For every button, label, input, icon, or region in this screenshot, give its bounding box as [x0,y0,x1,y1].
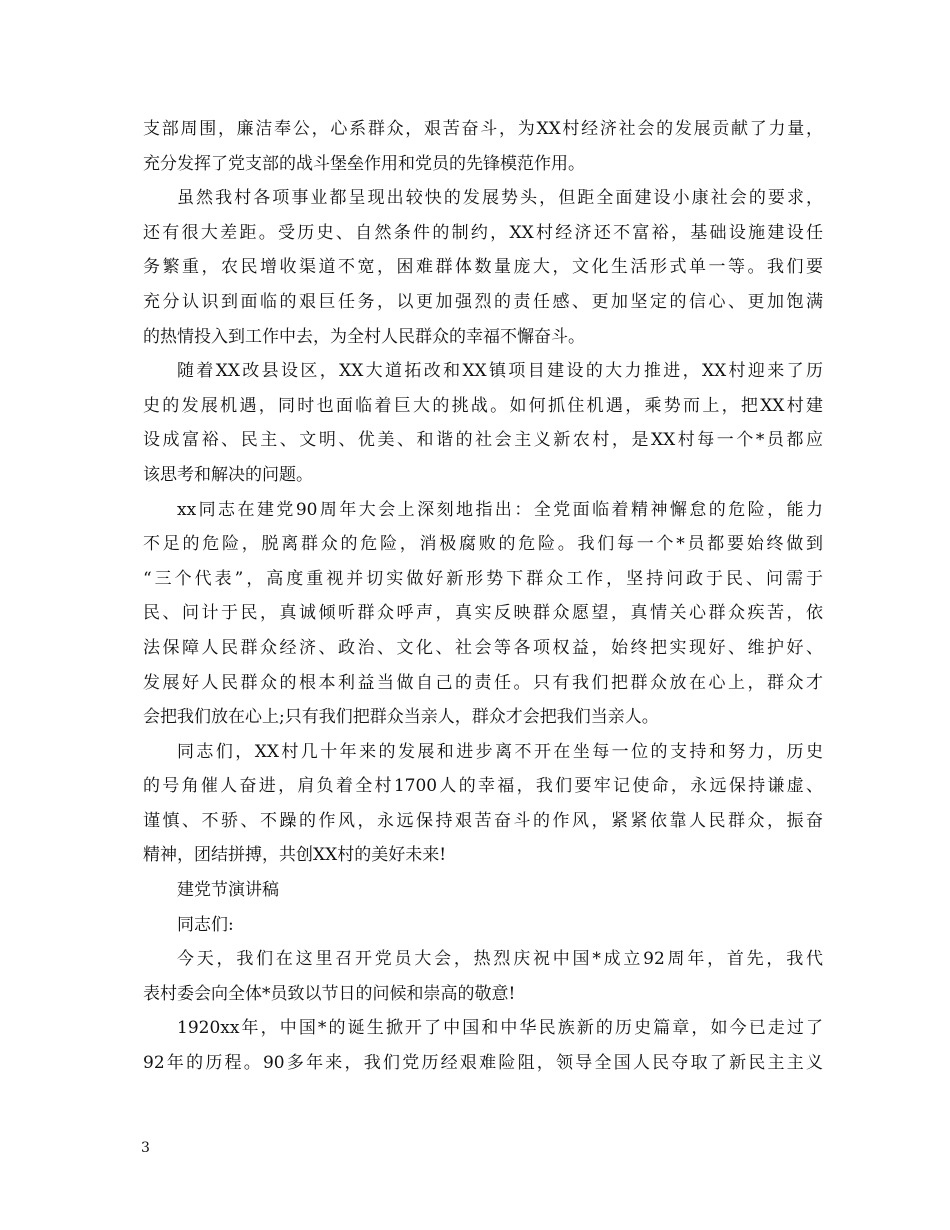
text-line: 不足的危险，脱离群众的危险，消极腐败的危险。我们每一个*员都要始终做到 [143,534,823,555]
text-line: 的号角催人奋进，肩负着全村1700人的幸福，我们要牢记使命，永远保持谦虚、 [143,776,823,797]
text-line: 发展好人民群众的根本利益当做自己的责任。只有我们把群众放在心上，群众才 [143,672,823,693]
text-line: 92年的历程。90多年来，我们党历经艰难险阻，领导全国人民夺取了新民主主义 [143,1053,823,1074]
text-line: 支部周围，廉洁奉公，心系群众，艰苦奋斗，为XX村经济社会的发展贡献了力量， [143,119,823,139]
body-text [143,112,823,1081]
text-line: 史的发展机遇，同时也面临着巨大的挑战。如何抓住机遇，乘势而上，把XX村建 [143,395,823,416]
text-line: 法保障人民群众经济、政治、文化、社会等各项权益，始终把实现好、维护好、 [143,637,823,658]
text-line: 充分认识到面临的艰巨任务，以更加强烈的责任感、更加坚定的信心、更加饱满 [143,291,823,312]
text-line: 今天，我们在这里召开党员大会，热烈庆祝中国*成立92周年，首先，我代 [177,949,823,970]
text-line: 会把我们放在心上;只有我们把群众当亲人，群众才会把我们当亲人。 [143,707,659,728]
text-line: 务繁重，农民增收渠道不宽，困难群体数量庞大，文化生活形式单一等。我们要 [143,257,823,278]
text-line: 的热情投入到工作中去，为全村人民群众的幸福不懈奋斗。 [143,326,585,347]
text-line: 随着XX改县设区，XX大道拓改和XX镇项目建设的大力推进，XX村迎来了历 [177,361,823,382]
text-line: xx同志在建党90周年大会上深刻地指出：全党面临着精神懈怠的危险，能力 [177,499,823,520]
text-line: 充分发挥了党支部的战斗堡垒作用和党员的先锋模范作用。 [143,153,585,174]
text-line: 同志们: [177,914,234,935]
text-line: 表村委会向全体*员致以节日的问候和崇高的敬意! [143,983,516,1004]
text-line: 建党节演讲稿 [177,880,279,901]
text-line: 精神，团结拼搏，共创XX村的美好未来! [143,845,447,866]
text-line: 该思考和解决的问题。 [143,464,313,485]
text-line: 设成富裕、民主、文明、优美、和谐的社会主义新农村，是XX村每一个*员都应 [143,430,823,451]
text-line: 民、问计于民，真诚倾听群众呼声，真实反映群众愿望，真情关心群众疾苦，依 [143,603,823,624]
text-line: “三个代表”，高度重视并切实做好新形势下群众工作，坚持问政于民、问需于 [143,568,823,589]
text-line: 同志们，XX村几十年来的发展和进步离不开在坐每一位的支持和努力，历史 [177,741,823,762]
text-line: 1920xx年，中国*的诞生掀开了中国和中华民族新的历史篇章，如今已走过了 [177,1018,823,1039]
text-line: 谨慎、不骄、不躁的作风，永远保持艰苦奋斗的作风，紧紧依靠人民群众，振奋 [143,810,823,831]
text-line: 还有很大差距。受历史、自然条件的制约，XX村经济还不富裕，基础设施建设任 [143,222,823,243]
page-number: 3 [141,1140,150,1156]
text-line: 虽然我村各项事业都呈现出较快的发展势头，但距全面建设小康社会的要求， [177,188,823,209]
